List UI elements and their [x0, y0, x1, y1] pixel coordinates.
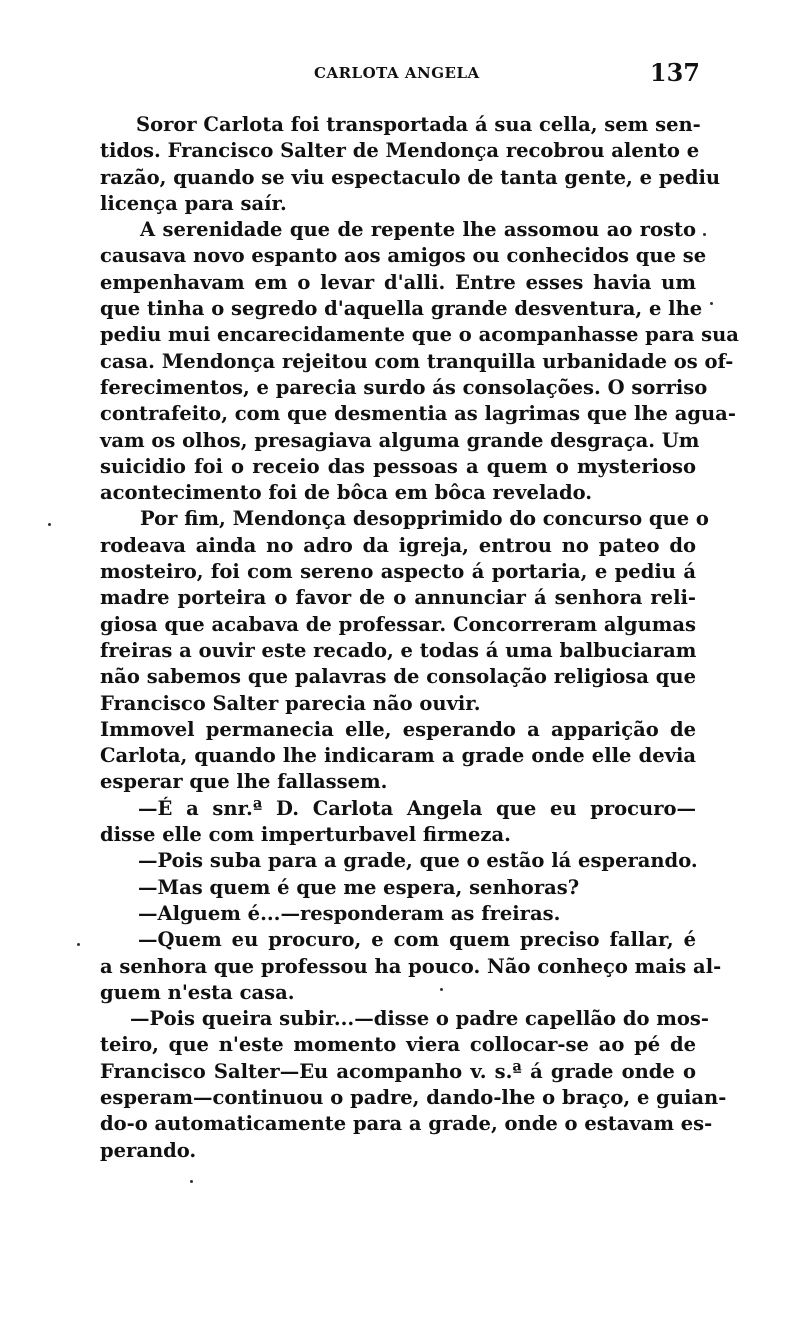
text-line: ferecimentos, e parecia surdo ás consolações. O sorriso [100, 375, 708, 399]
running-title: CARLOTA ANGELA [314, 64, 480, 82]
text-line: disse elle com imperturbavel firmeza. [100, 823, 511, 847]
print-speck [710, 302, 713, 305]
text-line: —Pois queira subir...—disse o padre capellão do mos- [130, 1007, 709, 1031]
text-line: licença para saír. [100, 191, 287, 215]
text-line: casa. Mendonça rejeitou com tranquilla urbanidade os of- [100, 349, 734, 373]
text-line: —Quem eu procuro, e com quem preciso fallar, é [138, 928, 696, 952]
text-line: guem n'esta casa. [100, 980, 295, 1004]
text-line: causava novo espanto aos amigos ou conhecidos que se [100, 244, 707, 268]
text-line: tidos. Francisco Salter de Mendonça recobrou alento e [100, 139, 700, 163]
text-line: Por fim, Mendonça desopprimido do concurso que o [140, 507, 709, 531]
text-line: que tinha o segredo d'aquella grande desventura, e lhe [100, 297, 703, 321]
text-line: —É a snr.ª D. Carlota Angela que eu procuro— [138, 796, 696, 820]
page-number: 137 [649, 58, 700, 87]
body-text [100, 112, 739, 1164]
text-line: do-o automaticamente para a grade, onde o estavam es- [100, 1112, 713, 1136]
text-line: perando. [100, 1138, 197, 1162]
running-head [100, 58, 700, 94]
text-line: mosteiro, foi com sereno aspecto á portaria, e pediu á [100, 560, 696, 584]
text-line: razão, quando se viu espectaculo de tanta gente, e pediu [100, 165, 721, 189]
text-line: suicidio foi o receio das pessoas a quem o mysterioso [100, 454, 696, 478]
text-line: Immovel permanecia elle, esperando a apparição de [100, 717, 696, 741]
text-line: madre porteira o favor de o annunciar á senhora reli- [100, 586, 696, 610]
text-line: acontecimento foi de bôca em bôca revelado. [100, 481, 593, 505]
print-speck [190, 1180, 193, 1183]
text-line: a senhora que professou ha pouco. Não conheço mais al- [100, 954, 722, 978]
text-line: —Alguem é...—responderam as freiras. [138, 901, 561, 925]
print-speck [48, 523, 51, 526]
text-line: Francisco Salter parecia não ouvir. [100, 691, 481, 715]
text-line: esperam—continuou o padre, dando-lhe o braço, e guian- [100, 1085, 727, 1109]
text-line: pediu mui encarecidamente que o acompanhasse para sua [100, 323, 739, 347]
text-line: —Pois suba para a grade, que o estão lá esperando. [138, 849, 698, 873]
print-speck [703, 233, 706, 236]
print-speck [440, 988, 443, 991]
print-speck [77, 943, 80, 946]
text-line: contrafeito, com que desmentia as lagrimas que lhe agua- [100, 402, 736, 426]
text-line: freiras a ouvir este recado, e todas á uma balbuciaram [100, 638, 697, 662]
text-line: giosa que acabava de professar. Concorreram algumas [100, 612, 696, 636]
text-line: —Mas quem é que me espera, senhoras? [138, 875, 580, 899]
text-line: esperar que lhe fallassem. [100, 770, 388, 794]
text-line: vam os olhos, presagiava alguma grande desgraça. Um [100, 428, 700, 452]
text-line: Carlota, quando lhe indicaram a grade onde elle devia [100, 744, 696, 768]
text-line: Francisco Salter—Eu acompanho v. s.ª á grade onde o [100, 1059, 696, 1083]
text-line: empenhavam em o levar d'alli. Entre esses havia um [100, 270, 696, 294]
text-line: não sabemos que palavras de consolação religiosa que [100, 665, 696, 689]
text-line: rodeava ainda no adro da igreja, entrou no pateo do [100, 533, 696, 557]
text-line: Soror Carlota foi transportada á sua cella, sem sen- [136, 113, 701, 136]
text-line: teiro, que n'este momento viera collocar-se ao pé de [100, 1033, 696, 1057]
text-line: A serenidade que de repente lhe assomou ao rosto [140, 218, 696, 242]
